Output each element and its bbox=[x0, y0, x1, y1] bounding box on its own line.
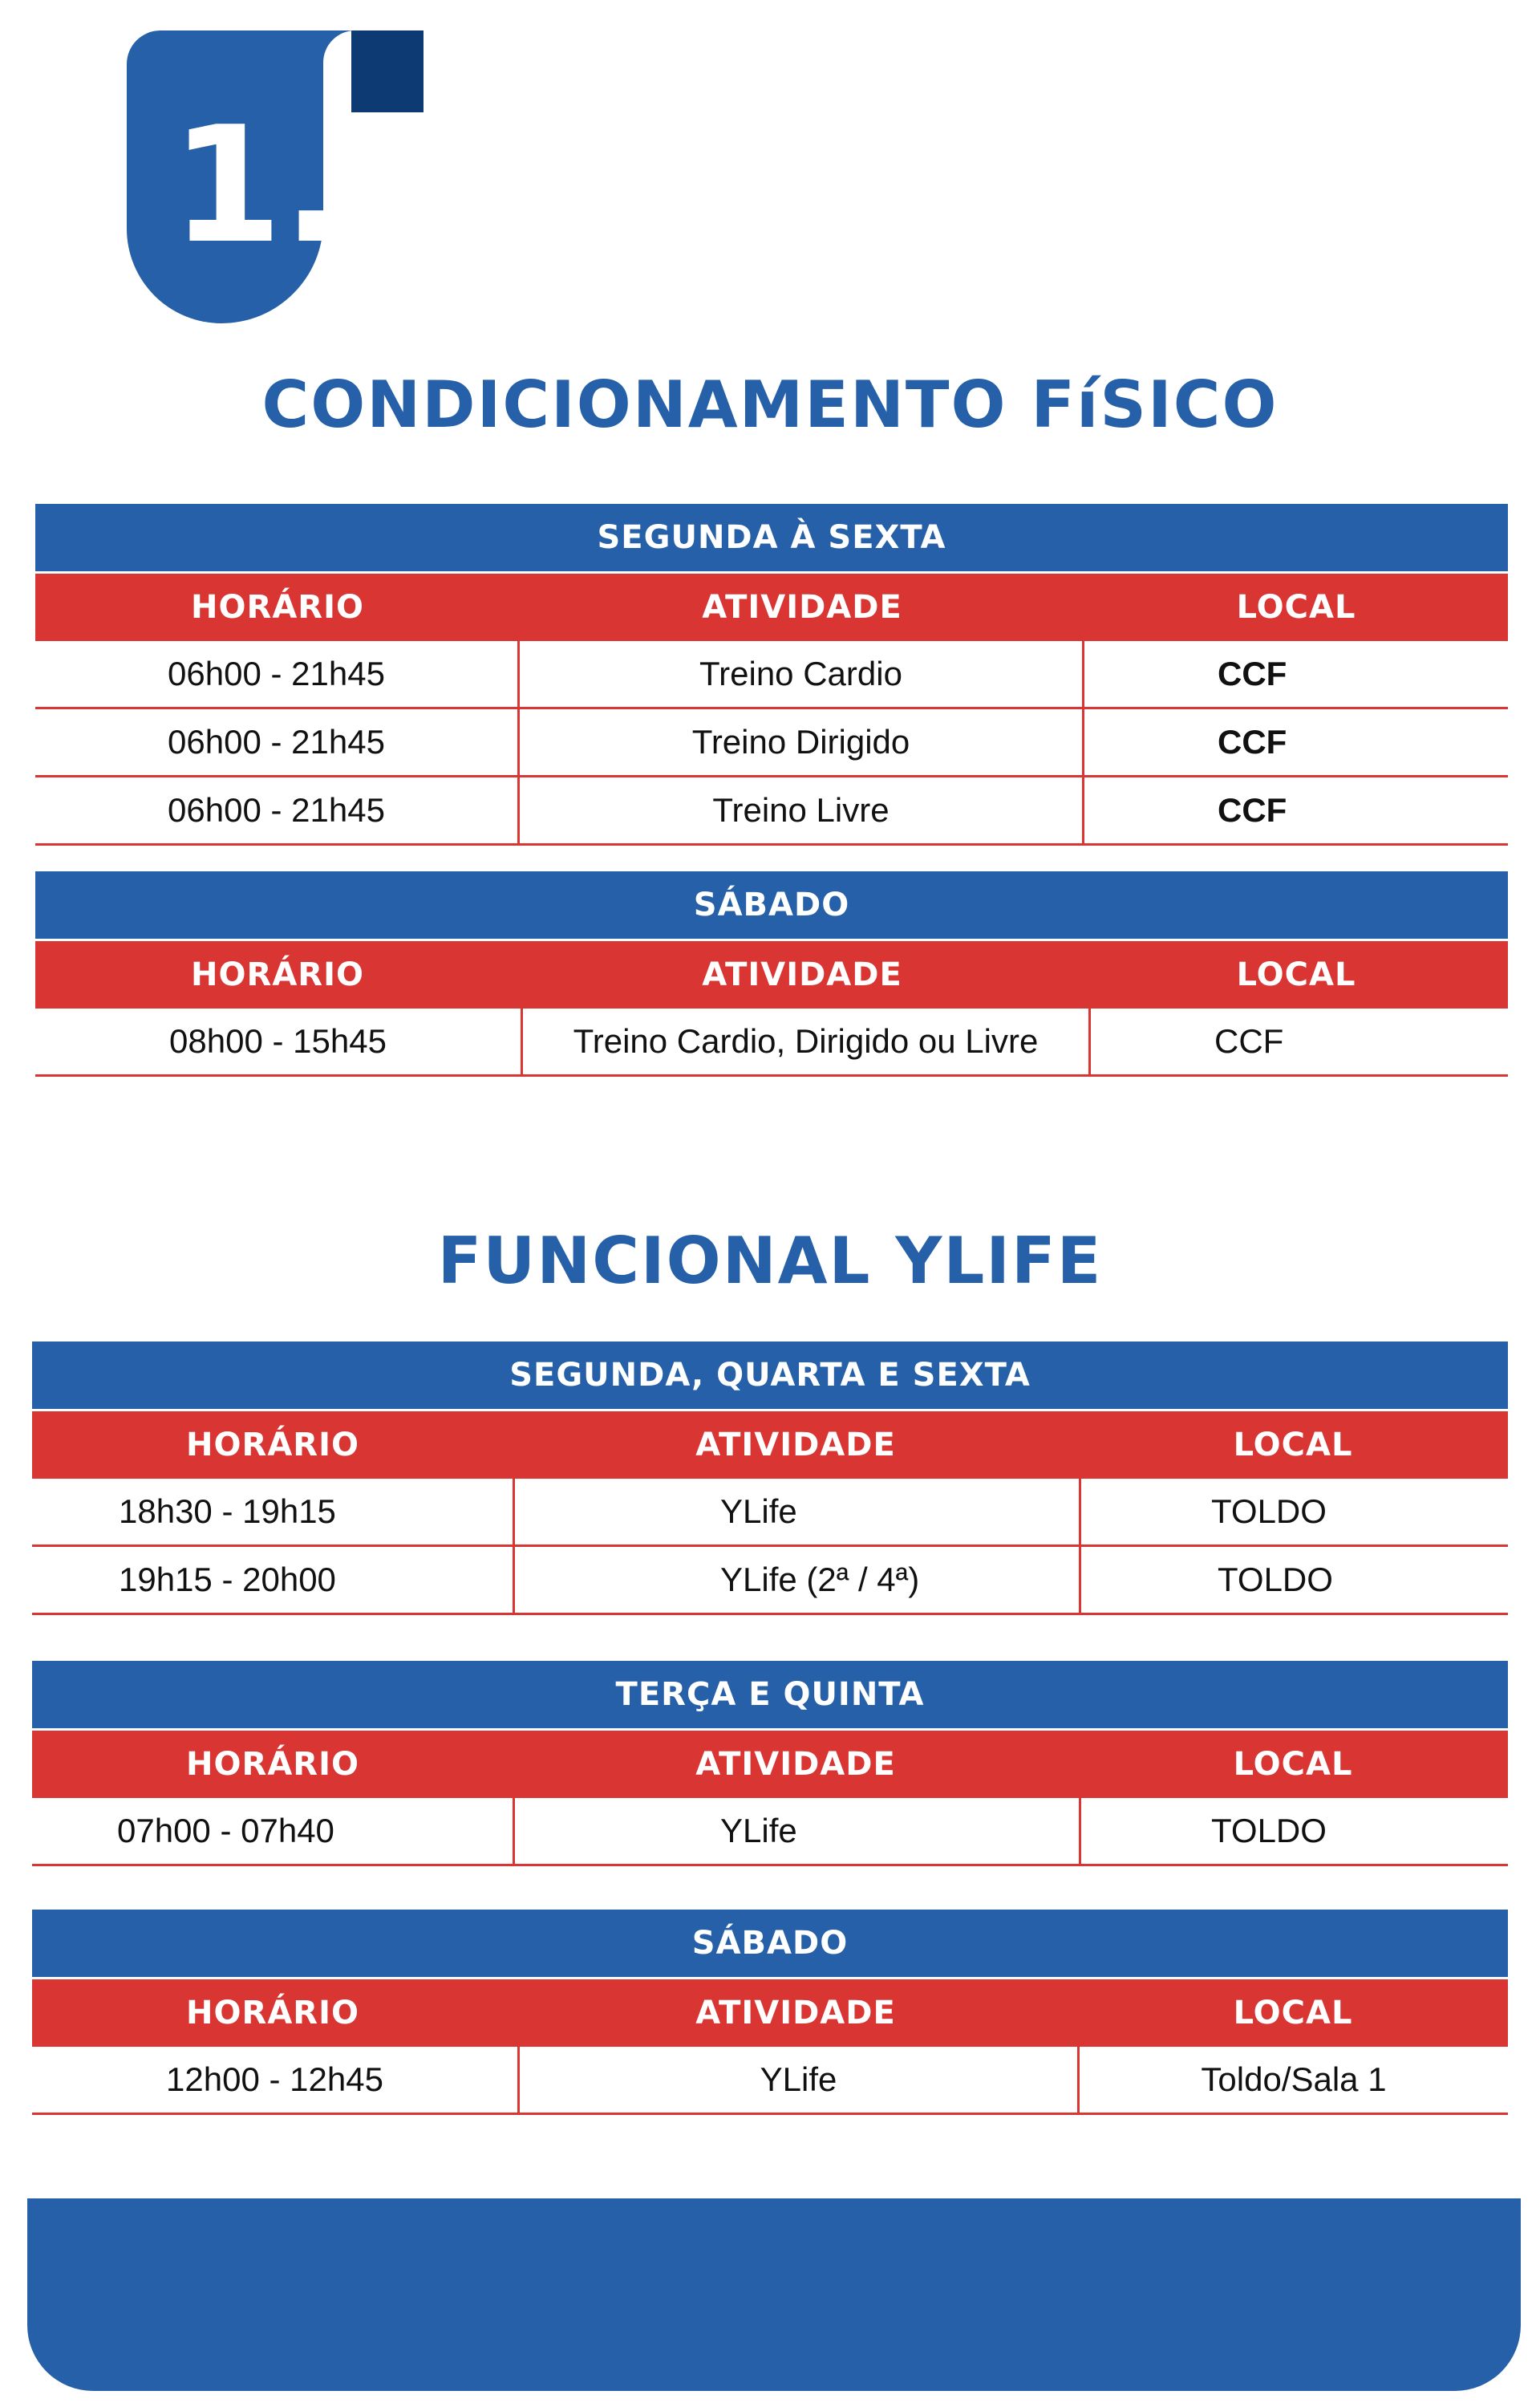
cell-horario: 06h00 - 21h45 bbox=[35, 641, 520, 707]
section-title-funcional-ylife: FUNCIONAL YLIFE bbox=[437, 1224, 1103, 1298]
cell-local: CCF bbox=[1218, 723, 1287, 761]
column-header-horario: HORÁRIO bbox=[186, 1427, 359, 1463]
column-header-horario: HORÁRIO bbox=[186, 1995, 359, 2032]
section-number-badge bbox=[127, 30, 424, 327]
table-row bbox=[35, 641, 1508, 709]
column-header-row bbox=[32, 1979, 1508, 2047]
table-row bbox=[32, 1479, 1508, 1547]
footer-bar bbox=[27, 2198, 1521, 2391]
schedule-table bbox=[32, 1910, 1508, 2115]
schedule-table bbox=[35, 871, 1508, 1077]
table-row bbox=[35, 777, 1508, 846]
column-header-horario: HORÁRIO bbox=[186, 1746, 359, 1783]
cell-local: TOLDO bbox=[1218, 1561, 1333, 1598]
column-header-row bbox=[35, 574, 1508, 641]
table-row bbox=[35, 709, 1508, 777]
cell-atividade: YLife (2ª / 4ª) bbox=[515, 1547, 1081, 1613]
cell-local: Toldo/Sala 1 bbox=[1201, 2060, 1387, 2098]
column-header-atividade: ATIVIDADE bbox=[702, 589, 902, 626]
column-header-local: LOCAL bbox=[1233, 1427, 1353, 1463]
cell-horario: 06h00 - 21h45 bbox=[35, 777, 520, 843]
schedule-table bbox=[32, 1342, 1508, 1615]
cell-local: TOLDO bbox=[1211, 1492, 1327, 1530]
column-header-horario: HORÁRIO bbox=[191, 956, 364, 993]
cell-horario: 08h00 - 15h45 bbox=[35, 1009, 523, 1074]
column-header-atividade: ATIVIDADE bbox=[695, 1746, 896, 1783]
schedule-table bbox=[32, 1661, 1508, 1866]
cell-local: TOLDO bbox=[1211, 1812, 1327, 1849]
cell-atividade: Treino Livre bbox=[520, 777, 1084, 843]
column-header-row bbox=[35, 941, 1508, 1009]
cell-atividade: Treino Dirigido bbox=[520, 709, 1084, 775]
day-header: SÁBADO bbox=[35, 871, 1508, 939]
column-header-atividade: ATIVIDADE bbox=[695, 1427, 896, 1463]
column-header-local: LOCAL bbox=[1233, 1995, 1353, 2032]
badge-number: 1. bbox=[171, 92, 344, 279]
day-header: TERÇA E QUINTA bbox=[32, 1661, 1508, 1728]
column-header-local: LOCAL bbox=[1236, 589, 1356, 626]
cell-atividade: Treino Cardio, Dirigido ou Livre bbox=[523, 1009, 1091, 1074]
column-header-atividade: ATIVIDADE bbox=[695, 1995, 896, 2032]
column-header-row bbox=[32, 1411, 1508, 1479]
cell-atividade: YLife bbox=[515, 1479, 1081, 1544]
column-header-atividade: ATIVIDADE bbox=[702, 956, 902, 993]
section-title-condicionamento: CONDICIONAMENTO FíSICO bbox=[261, 367, 1279, 442]
schedule-table bbox=[35, 504, 1508, 846]
cell-horario: 12h00 - 12h45 bbox=[32, 2047, 520, 2113]
column-header-row bbox=[32, 1731, 1508, 1798]
column-header-horario: HORÁRIO bbox=[191, 589, 364, 626]
column-header-local: LOCAL bbox=[1233, 1746, 1353, 1783]
column-header-local: LOCAL bbox=[1236, 956, 1356, 993]
table-row bbox=[35, 1009, 1508, 1077]
table-row bbox=[32, 1798, 1508, 1866]
cell-horario: 07h00 - 07h40 bbox=[32, 1798, 515, 1864]
cell-atividade: YLife bbox=[520, 2047, 1080, 2113]
cell-local: CCF bbox=[1214, 1022, 1284, 1060]
cell-local: CCF bbox=[1218, 791, 1287, 829]
badge-shape bbox=[127, 30, 424, 327]
cell-local: CCF bbox=[1218, 655, 1287, 692]
table-row bbox=[32, 1547, 1508, 1615]
table-row bbox=[32, 2047, 1508, 2115]
day-header: SEGUNDA, QUARTA E SEXTA bbox=[32, 1342, 1508, 1409]
day-header: SÁBADO bbox=[32, 1910, 1508, 1977]
day-header: SEGUNDA À SEXTA bbox=[35, 504, 1508, 571]
cell-atividade: Treino Cardio bbox=[520, 641, 1084, 707]
cell-horario: 19h15 - 20h00 bbox=[32, 1547, 515, 1613]
cell-atividade: YLife bbox=[515, 1798, 1081, 1864]
cell-horario: 06h00 - 21h45 bbox=[35, 709, 520, 775]
cell-horario: 18h30 - 19h15 bbox=[32, 1479, 515, 1544]
